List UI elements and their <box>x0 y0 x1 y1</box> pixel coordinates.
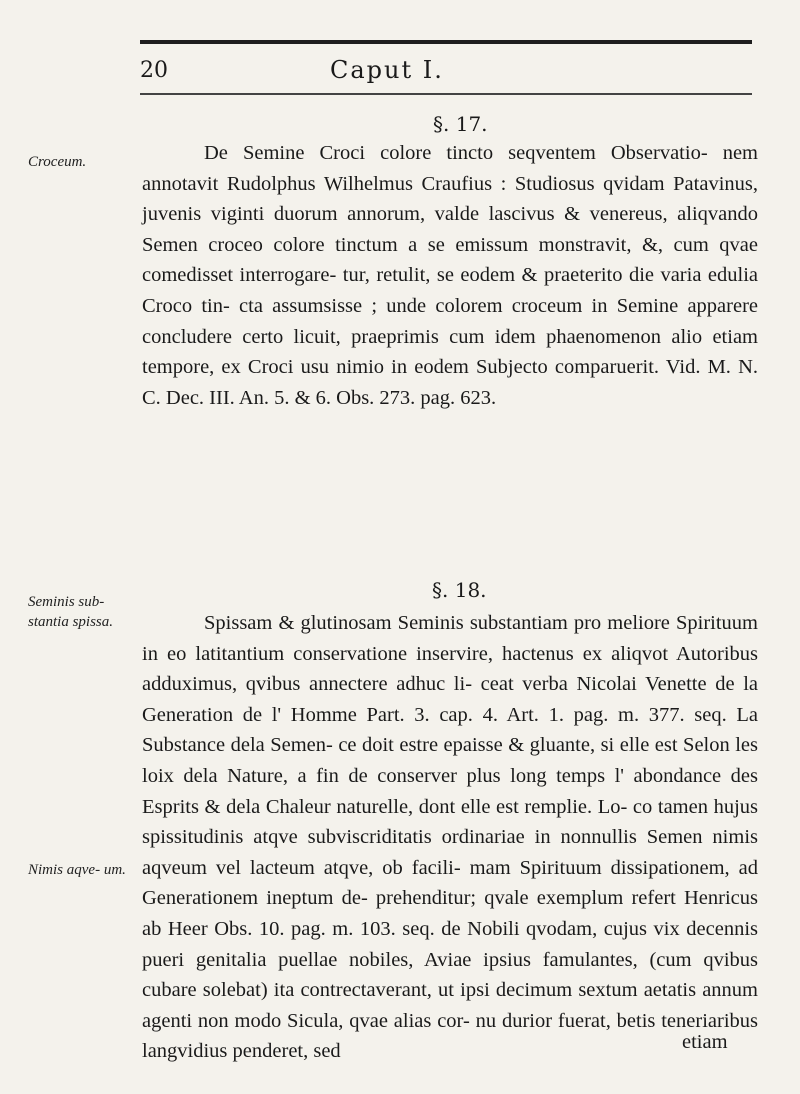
catchword: etiam <box>682 1031 728 1053</box>
running-head: Caput I. <box>330 56 444 84</box>
paragraph-17: De Semine Croci colore tincto seqventem Observatio- nem annotavit Rudolphus Wilhelmus Craufius : Studiosus qvidam Patavinus, juvenis viginti duorum annorum, valde lascivus & venereus, aliqvando Semen croceo colore tinctum a se emissum monstravit, &, cum qvae comedisset interrogare- tur, retulit, se eodem & praeterito die varia edulia Croco tin- cta assumsisse ; unde colorem croceum in Semine apparere concludere certo licuit, praeprimis cum idem phaenomenon alio etiam tempore, ex Croci usu nimio in eodem Subjecto comparuerit. Vid. M. N. C. Dec. III. An. 5. & 6. Obs. 273. pag. 623. <box>142 142 758 409</box>
paragraph-18: Spissam & glutinosam Seminis substantiam pro meliore Spirituum in eo latitantium conservatione inservire, hactenus ex aliqvot Autoribus adduximus, qvibus annectere adhuc li- ceat verba Nicolai Venette de la Generation de l' Homme Part. 3. cap. 4. Art. 1. pag. m. 377. seq. La Substance dela Semen- ce doit estre epaisse & gluante, si elle est Selon les loix dela Nature, a fin de conserver plus long temps l' abondance des Esprits & dela Chaleur naturelle, dont elle est remplie. Lo- co tamen hujus spissitudinis atqve subviscriditatis ordinariae in nonnullis Semen nimis aqveum vel lacteum atqve, ob facili- mam Spirituum dissipationem, ad Generationem ineptum de- prehenditur; qvale exemplum refert Henricus ab Heer Obs. 10. pag. m. 103. seq. de Nobili qvodam, cujus vix decennis pueri genitalia puellae nobiles, Aviae ipsius famulantes, (cum qvibus cubare solebat) ita contrectaverant, ut ipsi decimum sextum aetatis annum agenti non modo Sicula, qvae alias cor- nu durior fuerat, betis teneriaribus langvidius penderet, sed <box>142 612 758 1063</box>
header-rule-bottom <box>140 93 752 95</box>
page-number: 20 <box>140 58 168 83</box>
marginal-note-croceum: Croceum. <box>28 154 87 170</box>
header-rule-top <box>140 40 752 44</box>
section-number-18: §. 18. <box>432 578 487 602</box>
marginal-note-substantia: Seminis sub- stantia spissa. <box>28 594 114 630</box>
marginal-note-aqveum: Nimis aqve- um. <box>28 862 126 878</box>
section-number-17: §. 17. <box>433 112 488 136</box>
